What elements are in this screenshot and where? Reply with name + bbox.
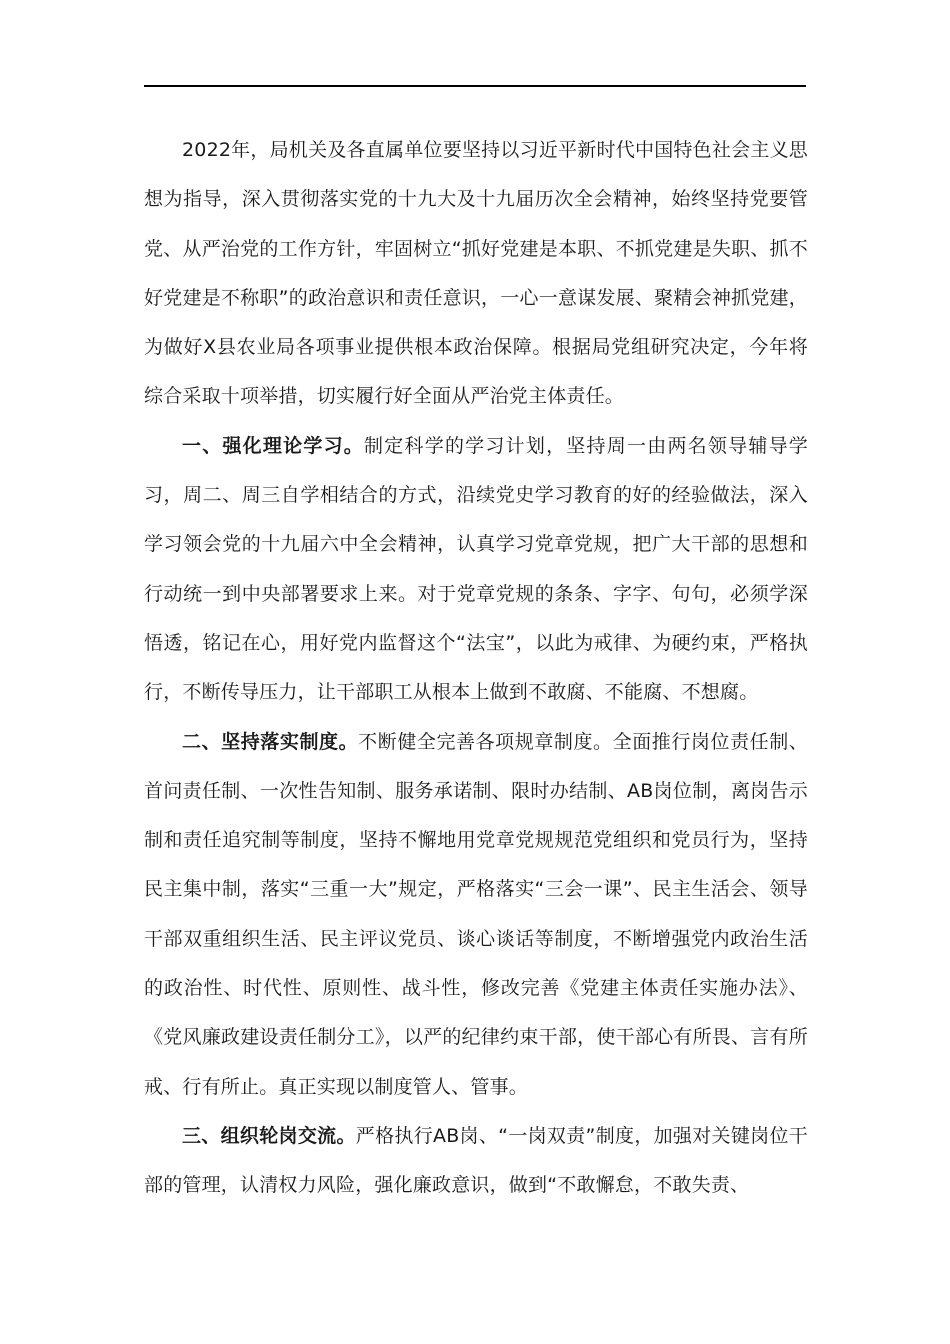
- paragraph-lead: 一、强化理论学习。: [182, 434, 365, 457]
- paragraph-theory-study: [144, 422, 808, 718]
- paragraph-text: 2022年，局机关及各直属单位要坚持以习近平新时代中国特色社会主义思想为指导，深入贯彻落实党的十九大及十九届历次全会精神，始终坚持党要管党、从严治党的工作方针，牢固树立“抓好党建是本职、不抓党建是失职、抓不好党建是不称职”的政治意识和责任意识，一心一意谋发展、聚精会神抓党建，为做好X县农业局各项事业提供根本政治保障。根据局党组研究决定，今年将综合采取十项举措，切实履行好全面从严治党主体责任。: [144, 139, 808, 408]
- paragraph-lead: 三、组织轮岗交流。: [182, 1124, 356, 1147]
- paragraph-text: 严格执行AB岗、“一岗双责”制度，加强对关键岗位干部的管理，认清权力风险，强化廉政意识，做到“不敢懈怠，不敢失责、: [144, 1124, 808, 1197]
- paragraph-text: 不断健全完善各项规章制度。全面推行岗位责任制、首问责任制、一次性告知制、服务承诺制、限时办结制、AB岗位制，离岗告示制和责任追究制等制度，坚持不懈地用党章党规规范党组织和党员行为，坚持民主集中制，落实“三重一大”规定，严格落实“三会一课”、民主生活会、领导干部双重组织生活、民主评议党员、谈心谈话等制度，不断增强党内政治生活的政治性、时代性、原则性、战斗性，修改完善《党建主体责任实施办法》、《党风廉政建设责任制分工》，以严的纪律约束干部，使干部心有所畏、言有所戒、行有所止。真正实现以制度管人、管事。: [144, 730, 808, 1098]
- paragraph-text: 制定科学的学习计划，坚持周一由两名领导辅导学习，周二、周三自学相结合的方式，沿续党史学习教育的好的经验做法，深入学习领会党的十九届六中全会精神，认真学习党章党规，把广大干部的思想和行动统一到中央部署要求上来。对于党章党规的条条、字字、句句，必须学深悟透，铭记在心，用好党内监督这个“法宝”，以此为戒律、为硬约束，严格执行，不断传导压力，让干部职工从根本上做到不敢腐、不能腐、不想腐。: [144, 434, 808, 704]
- header-rule: [144, 85, 806, 87]
- document-body: [144, 126, 808, 1211]
- paragraph-job-rotation: [144, 1112, 808, 1211]
- paragraph-implement-system: [144, 718, 808, 1112]
- paragraph-intro: [144, 126, 808, 422]
- paragraph-lead: 二、坚持落实制度。: [182, 730, 359, 753]
